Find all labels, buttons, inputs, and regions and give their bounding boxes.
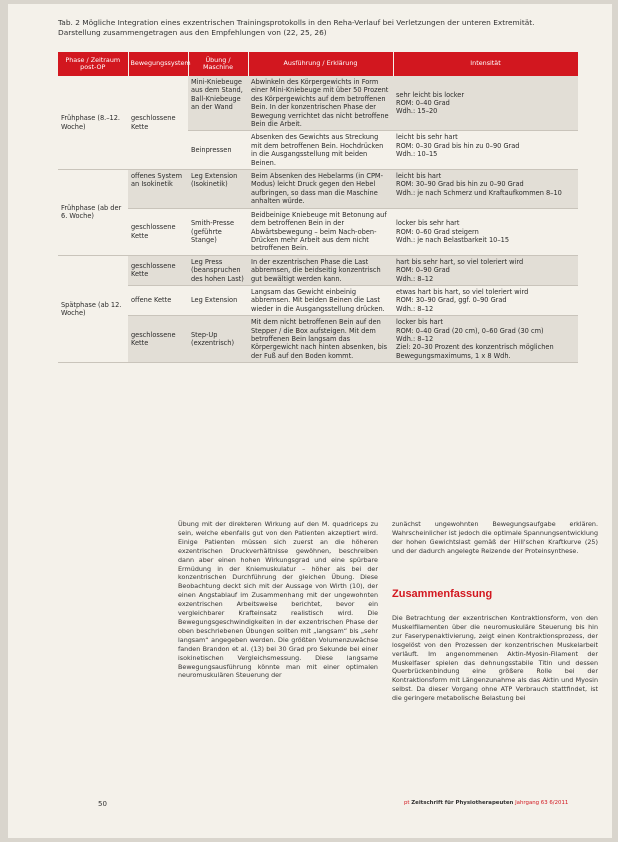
- journal-prefix: pt: [404, 800, 410, 806]
- system-cell: geschlossene Kette: [128, 208, 188, 255]
- header-intensity: Intensität: [393, 52, 578, 76]
- system-cell: geschlossene Kette: [128, 76, 188, 170]
- header-phase: Phase / Zeitraum post-OP: [58, 52, 128, 76]
- document-page: [8, 4, 612, 838]
- system-cell: geschlossene Kette: [128, 316, 188, 363]
- exercise-cell: Beinpressen: [188, 131, 248, 170]
- exercise-cell: Step-Up (exzentrisch): [188, 316, 248, 363]
- page-number: 50: [98, 800, 107, 808]
- exercise-cell: Leg Extension: [188, 285, 248, 315]
- section-heading: Zusammenfassung: [392, 588, 493, 600]
- table-row: [58, 255, 578, 285]
- body-text-left: Übung mit der direkteren Wirkung auf den M. quadriceps zu sein, welche ebenfalls gut von den Patienten akzeptiert wird. Einige Patienten müssen sich zuerst an die höheren exzentrischen Druckverhältnisse gewöhnen, beschreiben dann aber einen hohen Wirkungsgrad und eine spürbare Ermüdung in der Kniemuskulatur – höher als bei der konzentrischen Durchführung der gleichen Übung. Diese Beobachtung deckt sich mit der Aussage von Wirth (10), der einen Angstablauf im Zusammenhang mit der ungewohnten exzentrischen Arbeitsweise berichtet, bevor ein vergleichbarer Krafteinsatz realistisch wird. Die Bewegungsgeschwindigkeiten in der exzentrischen Phase der oben beschriebenen Übungen sollten mit „langsam“ bis „sehr langsam“ angegeben werden. Die größten Volumenzuwächse fanden Brandon et al. (13) bei 30 Grad pro Sekunde bei einer isokinetischen Vergleichsmessung. Diese langsame Bewegungsausführung könnte man mit einer optimalen neuromuskulären Steuerung der: [178, 520, 378, 680]
- system-cell: geschlossene Kette: [128, 255, 188, 285]
- exercise-cell: Leg Press (beanspruchen des hohen Last): [188, 255, 248, 285]
- journal-footer: [404, 800, 568, 806]
- system-cell: offene Kette: [128, 285, 188, 315]
- exercise-cell: Leg Extension (Isokinetik): [188, 170, 248, 209]
- intensity-cell: leicht bis hart ROM: 30–90 Grad bis hin zu 0–90 Grad Wdh.: je nach Schmerz und Kraftaufkommen 8–10: [393, 170, 578, 209]
- table-caption: Tab. 2 Mögliche Integration eines exzentrischen Trainingsprotokolls in den Reha-Verlauf bei Verletzungen der unteren Extremität. Darstellung zusammengetragen aus den Empfehlungen von (22, 25, 26): [58, 18, 535, 37]
- header-execution: Ausführung / Erklärung: [248, 52, 393, 76]
- phase-cell: Frühphase (8.–12. Woche): [58, 76, 128, 170]
- body-text-right: zunächst ungewohnten Bewegungsaufgabe erklären. Wahrscheinlicher ist jedoch die optimale Spannungsentwicklung der hohen Gewichtslast gemäß der Hill'schen Kraftkurve (25) und der dadurch angelegte Reizende der Proteinsynthese.: [392, 520, 598, 555]
- phase-cell: Frühphase (ab der 6. Woche): [58, 170, 128, 256]
- execution-cell: Abwinkeln des Körpergewichts in Form einer Mini-Kniebeuge mit über 50 Prozent des Körpergewichts auf dem betroffenen Bein. In der konzentrischen Phase der Bewegung verrichtet das nicht betroffene Bein die Arbeit.: [248, 76, 393, 131]
- table-header-row: [58, 52, 578, 76]
- table-row: [58, 76, 578, 131]
- execution-cell: Langsam das Gewicht einbeinig abbremsen. Mit beiden Beinen die Last wieder in die Ausgangsstellung drücken.: [248, 285, 393, 315]
- execution-cell: In der exzentrischen Phase die Last abbremsen, die beidseitig konzentrisch gut bewältigt werden kann.: [248, 255, 393, 285]
- table-row: [58, 285, 578, 315]
- execution-cell: Mit dem nicht betroffenen Bein auf den Stepper / die Box aufsteigen. Mit dem betroffenen Bein langsam das Körpergewicht nach hinten absenken, bis der Fuß auf den Boden kommt.: [248, 316, 393, 363]
- execution-cell: Beidbeinige Kniebeuge mit Betonung auf dem betroffenen Bein in der Abwärtsbewegung – beim Nach-oben-Drücken mehr Arbeit aus dem nicht betroffenen Bein.: [248, 208, 393, 255]
- integration-table: [58, 52, 579, 363]
- intensity-cell: etwas hart bis hart, so viel toleriert wird ROM: 30–90 Grad, ggf. 0–90 Grad Wdh.: 8–12: [393, 285, 578, 315]
- execution-cell: Absenken des Gewichts aus Streckung mit dem betroffenen Bein. Hochdrücken in die Ausgangsstellung mit beiden Beinen.: [248, 131, 393, 170]
- exercise-cell: Mini-Kniebeuge aus dem Stand, Ball-Kniebeuge an der Wand: [188, 76, 248, 131]
- intensity-cell: hart bis sehr hart, so viel toleriert wird ROM: 0–90 Grad Wdh.: 8–12: [393, 255, 578, 285]
- journal-issue: Jahrgang 63 6/2011: [515, 800, 569, 806]
- intensity-cell: leicht bis sehr hart ROM: 0–30 Grad bis hin zu 0–90 Grad Wdh.: 10–15: [393, 131, 578, 170]
- exercise-cell: Smith-Presse (geführte Stange): [188, 208, 248, 255]
- table-row: [58, 170, 578, 209]
- table-row: [58, 208, 578, 255]
- phase-cell: Spätphase (ab 12. Woche): [58, 255, 128, 362]
- header-exercise: Übung / Maschine: [188, 52, 248, 76]
- summary-text: Die Betrachtung der exzentrischen Kontraktionsform, von den Muskelfilamenten über die neuromuskuläre Steuerung bis hin zur Faserypenaktivierung, zeigt einen Kontraktionsprozess, der losgelöst von den Prozessen der konzentrischen Muskelarbeit verläuft. Im angenommenen Aktin-Myosin-Filament der Muskelfaser spielen das dehnungsstabile Titin und dessen Querbrückenbindung eine größere Rolle bei der Kontraktionsform mit Längenzunahme als das Aktin und Myosin selbst. Da dieser Vorgang ohne ATP Verbrauch stattfindet, ist die geringere metabolische Belastung bei: [392, 614, 598, 703]
- system-cell: offenes System an Isokinetik: [128, 170, 188, 209]
- header-system: Bewegungssystem: [128, 52, 188, 76]
- journal-name: Zeitschrift für Physiotherapeuten: [411, 800, 514, 806]
- intensity-cell: locker bis hart ROM: 0–40 Grad (20 cm), 0–60 Grad (30 cm) Wdh.: 8–12 Ziel: 20–30 Prozent des konzentrisch möglichen Bewegungsmaximums, 1 x 8 Wdh.: [393, 316, 578, 363]
- intensity-cell: sehr leicht bis locker ROM: 0–40 Grad Wdh.: 15–20: [393, 76, 578, 131]
- execution-cell: Beim Absenken des Hebelarms (in CPM-Modus) leicht Druck gegen den Hebel aufbringen, so dass man die Maschine anhalten würde.: [248, 170, 393, 209]
- table-row: [58, 316, 578, 363]
- intensity-cell: locker bis sehr hart ROM: 0–60 Grad steigern Wdh.: je nach Belastbarkeit 10–15: [393, 208, 578, 255]
